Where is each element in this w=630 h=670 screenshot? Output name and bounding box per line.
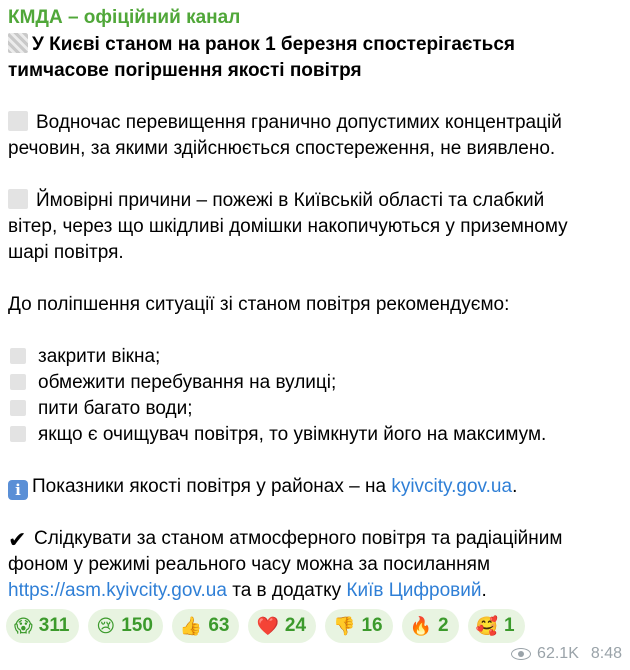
kyiv-digital-link[interactable]: Київ Цифровий bbox=[346, 580, 482, 601]
thumbs-up-icon: 👍 bbox=[179, 616, 203, 636]
reactions-bar bbox=[6, 609, 525, 643]
reaction-count: 16 bbox=[361, 615, 383, 636]
reaction-thumbs-up[interactable] bbox=[172, 609, 240, 643]
paragraph-follow: ✔ Слідкувати за станом атмосферного повітря та радіаційним фоном у режимі реального часу можна за посиланням https://asm.kyivcity.gov.ua та в додатку Київ Цифровий. bbox=[8, 527, 563, 601]
list-item: пити багато води; bbox=[38, 398, 193, 419]
thumbs-down-icon: 👎 bbox=[333, 616, 356, 636]
reaction-count: 2 bbox=[438, 615, 449, 636]
list-bullet-icon bbox=[10, 400, 26, 416]
fire-icon: 🔥 bbox=[409, 616, 432, 636]
reaction-count: 311 bbox=[38, 615, 70, 636]
warning-emoji-icon bbox=[8, 33, 28, 53]
reaction-scream[interactable] bbox=[6, 609, 79, 643]
reaction-heart[interactable] bbox=[248, 609, 316, 643]
kyivcity-link[interactable]: kyivcity.gov.ua bbox=[391, 476, 513, 497]
message-meta bbox=[511, 645, 622, 663]
reaction-count: 150 bbox=[121, 615, 153, 636]
view-count: 62.1K bbox=[537, 645, 579, 662]
heart-icon: ❤️ bbox=[256, 616, 279, 636]
reaction-cry[interactable] bbox=[88, 609, 162, 643]
list-bullet-icon bbox=[10, 374, 26, 390]
reaction-count: 63 bbox=[208, 615, 230, 636]
reaction-thumbs-down[interactable] bbox=[325, 609, 393, 643]
asm-link[interactable]: https://asm.kyivcity.gov.ua bbox=[8, 580, 227, 601]
reaction-count: 1 bbox=[504, 615, 515, 636]
cry-icon: 😢 bbox=[96, 616, 116, 636]
info-icon: i bbox=[8, 480, 28, 500]
scream-icon: 😱 bbox=[14, 616, 33, 636]
smiling-hearts-icon: 🥰 bbox=[475, 616, 498, 636]
channel-name[interactable]: КМДА – офіційний канал bbox=[8, 7, 241, 28]
recommend-list bbox=[8, 344, 622, 448]
reaction-count: 24 bbox=[284, 615, 307, 636]
reaction-fire[interactable] bbox=[402, 609, 459, 643]
list-bullet-icon bbox=[10, 426, 26, 442]
message-time: 8:48 bbox=[590, 645, 622, 662]
recommend-intro: До поліпшення ситуації зі станом повітря рекомендуємо: bbox=[8, 294, 510, 315]
paragraph-concentrations: Водночас перевищення гранично допустимих концентрацій речовин, за якими здійснюється спостереження, не виявлено. bbox=[8, 112, 562, 159]
paragraph-causes: Ймовірні причини – пожежі в Київській області та слабкий вітер, через що шкідливі домішки накопичуються у приземному шарі повітря. bbox=[8, 190, 568, 263]
list-bullet-icon bbox=[10, 348, 26, 364]
reaction-smiling-hearts[interactable] bbox=[468, 609, 525, 643]
list-item: закрити вікна; bbox=[38, 346, 161, 367]
bullet-emoji-icon bbox=[8, 189, 28, 209]
message-text bbox=[8, 32, 622, 604]
check-mark-icon: ✔ bbox=[8, 527, 27, 552]
bullet-emoji-icon bbox=[8, 111, 28, 131]
eye-icon bbox=[511, 648, 531, 660]
list-item: якщо є очищувач повітря, то увімкнути його на максимум. bbox=[38, 424, 547, 445]
post-title: У Києві станом на ранок 1 березня спостерігається тимчасове погіршення якості повітря bbox=[8, 34, 516, 81]
paragraph-districts: i Показники якості повітря у районах – на kyivcity.gov.ua. bbox=[8, 474, 622, 500]
list-item: обмежити перебування на вулиці; bbox=[38, 372, 337, 393]
